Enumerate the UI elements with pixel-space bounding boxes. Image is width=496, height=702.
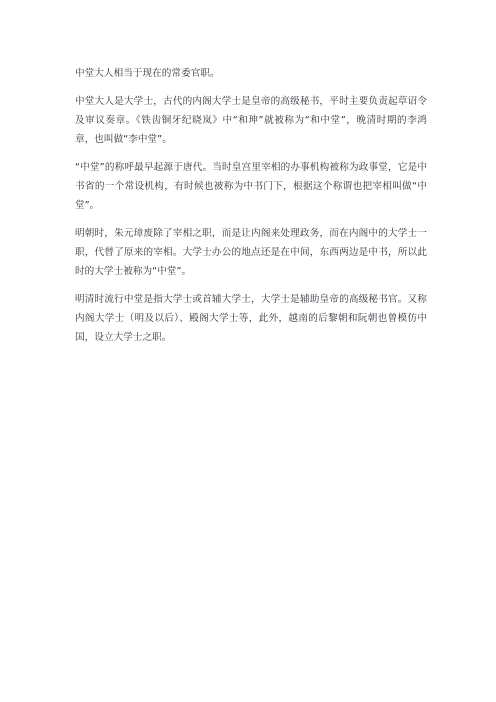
paragraph-origin: “中堂”的称呼最早起源于唐代。当时皇宫里宰相的办事机构被称为政事堂，它是中书省的一个常设机构，有时候也被称为中书门下，根据这个称谓也把宰相叫做“中堂”。 [75,162,427,211]
paragraph-intro: 中堂大人相当于现在的常委官职。 [75,68,220,79]
paragraph-ming-qing: 明清时流行中堂是指大学士或首辅大学士，大学士是辅助皇帝的高级秘书官。又称内阁大学士（明及以后）、殿阁大学士等，此外，越南的后黎朝和阮朝也曾模仿中国，设立大学士之职。 [75,294,427,343]
paragraph-ming-dynasty: 明朝时，朱元璋废除了宰相之职，而是让内阁来处理政务，而在内阁中的大学士一职，代替了原来的宰相。大学士办公的地点还是在中间，东西两边是中书，所以此时的大学士被称为“中堂”。 [75,228,427,277]
paragraph-definition: 中堂大人是大学士，古代的内阁大学士是皇帝的高级秘书，平时主要负责起草诏令及审议奏章。《铁齿铜牙纪晓岚》中“和珅”就被称为“和中堂”，晚清时期的李鸿章，也叫做“李中堂”。 [75,96,427,145]
document-body [75,64,427,356]
